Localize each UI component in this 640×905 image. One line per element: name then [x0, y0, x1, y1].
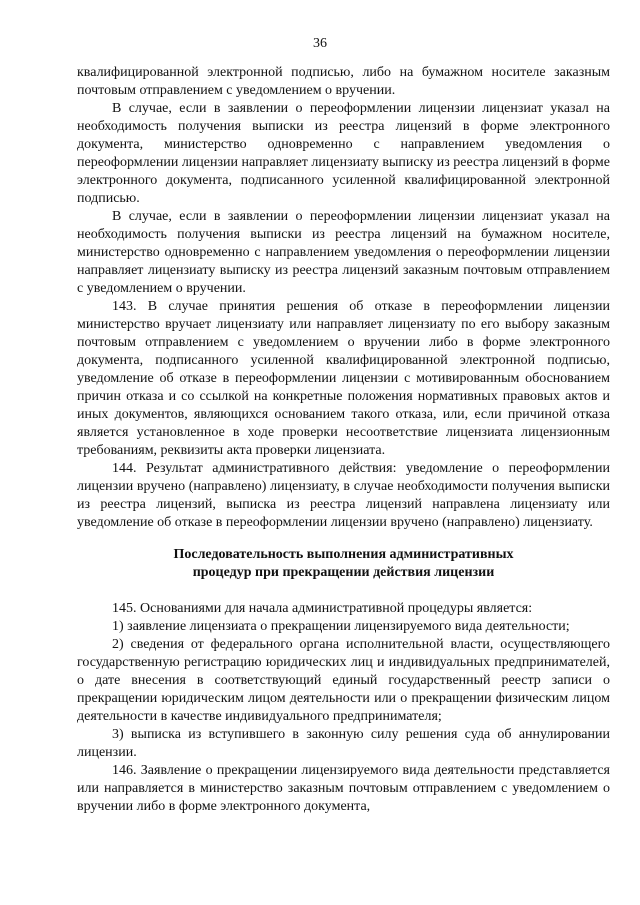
list-item: 2) сведения от федерального органа исполнительной власти, осуществляющего государственную регистрацию юридических лиц и индивидуальных предпринимателей, о дате внесения в соответствующий единый государственный реестр записи о прекращении юридическим лицом деятельности или о прекращении физическим лицом деятельности в качестве индивидуального предпринимателя; — [77, 637, 610, 724]
section-heading — [77, 546, 610, 582]
section-heading-line: Последовательность выполнения административных — [173, 547, 514, 562]
paragraphs-before-heading — [77, 64, 610, 532]
paragraph-item-143: 143. В случае принятия решения об отказе в переоформлении лицензии министерство вручает лицензиату или направляет лицензиату по его выбору заказным почтовым отправлением с уведомлением о вручении либо в форме электронного документа, подписанного усиленной квалифицированной электронной подписью, уведомление об отказе в переоформлении лицензии с мотивированным обоснованием причин отказа и со ссылкой на конкретные положения нормативных правовых актов и иных документов, являющихся основанием такого отказа, или, если причиной отказа является установленное в ходе проверки несоответствие лицензиата лицензионным требованиям, реквизиты акта проверки лицензиата. — [77, 299, 610, 458]
paragraph-item-144: 144. Результат административного действия: уведомление о переоформлении лицензии вручено (направлено) лицензиату, в случае необходимости получения выписки из реестра лицензий, выписка из реестра лицензий направлена лицензиату или уведомление об отказе в переоформлении лицензии вручено (направлено) лицензиату. — [77, 461, 610, 530]
list-item: 1) заявление лицензиата о прекращении лицензируемого вида деятельности; — [112, 619, 570, 634]
section-heading-line: процедур при прекращении действия лицензии — [192, 565, 495, 580]
paragraph-item-146: 146. Заявление о прекращении лицензируемого вида деятельности представляется или направляется в министерство заказным почтовым отправлением с уведомлением о вручении либо в форме электронного документа, — [77, 763, 610, 814]
paragraph-item-145: 145. Основаниями для начала административной процедуры является: — [112, 601, 533, 616]
list-item: 3) выписка из вступившего в законную силу решения суда об аннулировании лицензии. — [77, 727, 610, 760]
page-number: 36 — [313, 36, 327, 51]
paragraphs-after-heading — [77, 600, 610, 816]
paragraph: квалифицированной электронной подписью, либо на бумажном носителе заказным почтовым отправлением с уведомлением о вручении. — [77, 65, 610, 98]
document-body — [77, 64, 610, 816]
paragraph: В случае, если в заявлении о переоформлении лицензии лицензиат указал на необходимость получения выписки из реестра лицензий в форме электронного документа, министерство одновременно с направлением уведомления о переоформлении лицензии направляет лицензиату выписку из реестра лицензий в форме электронного документа, подписанного усиленной квалифицированной электронной подписью. — [77, 101, 610, 206]
paragraph: В случае, если в заявлении о переоформлении лицензии лицензиат указал на необходимость получения выписки из реестра лицензий на бумажном носителе, министерство одновременно с направлением уведомления о переоформлении лицензии направляет лицензиату выписку из реестра лицензий заказным почтовым отправлением с уведомлением о вручении. — [77, 209, 610, 296]
